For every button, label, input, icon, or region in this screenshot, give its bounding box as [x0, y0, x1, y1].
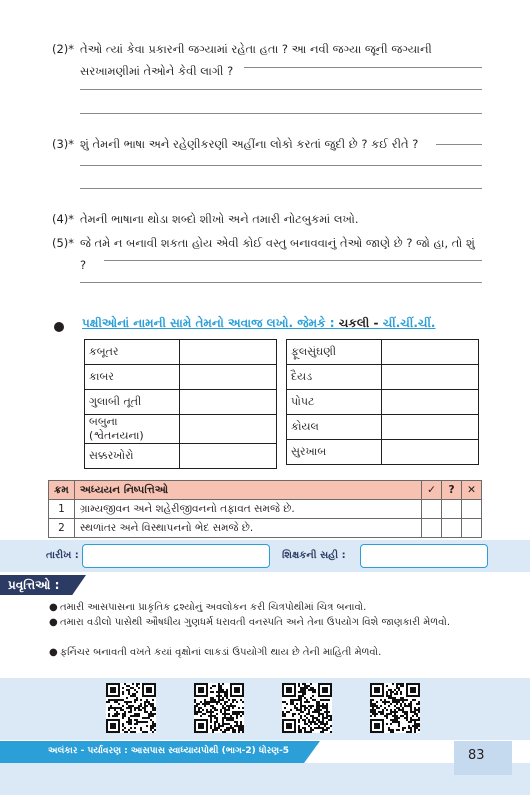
- table-row: [287, 365, 479, 390]
- date-label: તારીખ :: [46, 550, 79, 561]
- question-number: (4)*: [52, 212, 75, 226]
- teacher-sign-field[interactable]: [360, 544, 488, 568]
- table-row: [49, 500, 482, 519]
- objective-number: 1: [49, 500, 75, 519]
- col-header-number: ક્રમ: [49, 481, 75, 500]
- date-field[interactable]: [82, 544, 270, 568]
- question-text: જે તમે ન બનાવી શકતા હોય એવી કોઈ વસ્તુ બનાવવાનું તેઓ જાણે છે ? જો હા, તો શું ?: [80, 236, 475, 272]
- book-title: અલંકાર - પર્યાવરણ : આસપાસ સ્વાધ્યાયપોથી (ભાગ-2) ધોરણ-5: [48, 746, 290, 756]
- cross-cell[interactable]: [462, 519, 482, 538]
- qr-code-icon[interactable]: [106, 683, 156, 733]
- table-row: [85, 365, 277, 390]
- col-header-title: અધ્યયન નિષ્પત્તિઓ: [74, 481, 421, 500]
- objective-number: 2: [49, 519, 75, 538]
- bird-name: સક્કરખોરો: [85, 444, 180, 469]
- question-text: તેઓ ત્યાં કેવા પ્રકારની જગ્યામાં રહેતા હતા ? આ નવી જગ્યા જૂની જગ્યાની સરખામણીમાં તેઓને કેવી લાગી ?: [80, 42, 432, 78]
- activities-title: પ્રવૃત્તિઓ :: [8, 578, 60, 592]
- footer-band: [0, 763, 530, 795]
- unsure-cell[interactable]: [442, 500, 462, 519]
- question-number: (5)*: [52, 236, 75, 250]
- table-header-row: [49, 481, 482, 500]
- question-3: [52, 133, 482, 155]
- activity-text: ફર્નિચર બનાવતી વખતે કયાં વૃક્ષોનાં લાકડાં ઉપયોગી થાય છે તેની માહિતી મેળવો.: [60, 647, 382, 658]
- table-row: [85, 415, 277, 444]
- question-4: [52, 208, 482, 230]
- qr-code-icon[interactable]: [370, 683, 420, 733]
- qr-band: [0, 678, 530, 740]
- bullet-icon: ●: [49, 617, 58, 628]
- sound-cell[interactable]: [180, 365, 277, 390]
- sound-cell[interactable]: [180, 390, 277, 415]
- bird-name: કોયલ: [287, 415, 382, 440]
- answer-line[interactable]: [244, 67, 482, 68]
- question-5: [52, 232, 482, 276]
- heading-text: પક્ષીઓનાં નામની સામે તેમનો અવાજ લખો. જેમકે :: [82, 316, 335, 330]
- table-row: [287, 340, 479, 365]
- activity-text: તમારી આસપાસના પ્રાકૃતિક દ્રશ્યોનું અવલોકન કરી ચિત્રપોથીમાં ચિત્ર બનાવો.: [60, 602, 367, 613]
- bird-name: સુરખાબ: [287, 440, 382, 465]
- check-icon: ✓: [422, 481, 442, 500]
- table-row: [287, 440, 479, 465]
- table-row: [85, 444, 277, 469]
- table-row: [287, 390, 479, 415]
- activity-text: તમારા વડીલો પાસેથી ઔષધીય ગુણધર્મ ધરાવતી વનસ્પતિ અને તેના ઉપયોગ વિશે જાણકારી મેળવો.: [60, 617, 451, 628]
- question-text: તેમની ભાષાના થોડા શબ્દો શીખો અને તમારી નોટબુકમાં લખો.: [80, 212, 359, 226]
- qr-code-icon[interactable]: [282, 683, 332, 733]
- objective-text: સ્થળાંતર અને વિસ્થાપનનો ભેદ સમજે છે.: [74, 519, 421, 538]
- objectives-table: [48, 480, 482, 538]
- bullet-icon: [54, 322, 64, 332]
- check-cell[interactable]: [422, 519, 442, 538]
- teacher-sign-label: શિક્ષકની સહી :: [282, 550, 346, 561]
- answer-line[interactable]: [80, 282, 482, 283]
- activity-item: [49, 600, 480, 615]
- answer-line[interactable]: [80, 188, 482, 189]
- sound-cell[interactable]: [382, 440, 479, 465]
- bird-name: પોપટ: [287, 390, 382, 415]
- answer-line[interactable]: [80, 165, 482, 166]
- answer-line[interactable]: [80, 113, 482, 114]
- question-2: [52, 38, 482, 82]
- sound-cell[interactable]: [382, 365, 479, 390]
- activity-item: [49, 645, 480, 660]
- birds-heading: [82, 316, 435, 331]
- example-bird: ચકલી -: [338, 316, 379, 330]
- birds-table-right: [286, 339, 479, 465]
- cross-icon: ✕: [462, 481, 482, 500]
- birds-table-left: [84, 339, 277, 469]
- question-number: (3)*: [52, 137, 75, 151]
- table-row: [49, 519, 482, 538]
- question-mark-icon: ?: [442, 481, 462, 500]
- example-sound: ચીં.ચીં.ચીં.: [382, 316, 436, 330]
- bird-name: ફૂલસુંઘણી: [287, 340, 382, 365]
- bird-name: કબૂતર: [85, 340, 180, 365]
- bullet-icon: ●: [49, 647, 58, 658]
- bird-name: કાબર: [85, 365, 180, 390]
- unsure-cell[interactable]: [442, 519, 462, 538]
- sound-cell[interactable]: [180, 444, 277, 469]
- bird-name: દૈયડ: [287, 365, 382, 390]
- sound-cell[interactable]: [180, 340, 277, 365]
- bullet-icon: ●: [49, 602, 58, 613]
- cross-cell[interactable]: [462, 500, 482, 519]
- table-row: [85, 340, 277, 365]
- qr-code-icon[interactable]: [194, 683, 244, 733]
- activity-item: [49, 615, 480, 630]
- sound-cell[interactable]: [180, 415, 277, 444]
- answer-line[interactable]: [104, 260, 482, 261]
- question-number: (2)*: [52, 42, 75, 56]
- answer-line[interactable]: [80, 89, 482, 90]
- signature-band: [0, 540, 530, 572]
- answer-line[interactable]: [436, 144, 482, 145]
- table-row: [287, 415, 479, 440]
- check-cell[interactable]: [422, 500, 442, 519]
- question-text: શું તેમની ભાષા અને રહેણીકરણી અહીંના લોકો કરતાં જુદી છે ? કઈ રીતે ?: [80, 137, 419, 151]
- sound-cell[interactable]: [382, 390, 479, 415]
- bird-name: ગુલાબી તૂતી: [85, 390, 180, 415]
- page-number: 83: [468, 748, 485, 763]
- objective-text: ગ્રામ્યજીવન અને શહેરીજીવનનો તફાવત સમજે છે.: [74, 500, 421, 519]
- table-row: [85, 390, 277, 415]
- bird-name: બબુના (શ્વેતનયના): [85, 415, 180, 444]
- sound-cell[interactable]: [382, 415, 479, 440]
- sound-cell[interactable]: [382, 340, 479, 365]
